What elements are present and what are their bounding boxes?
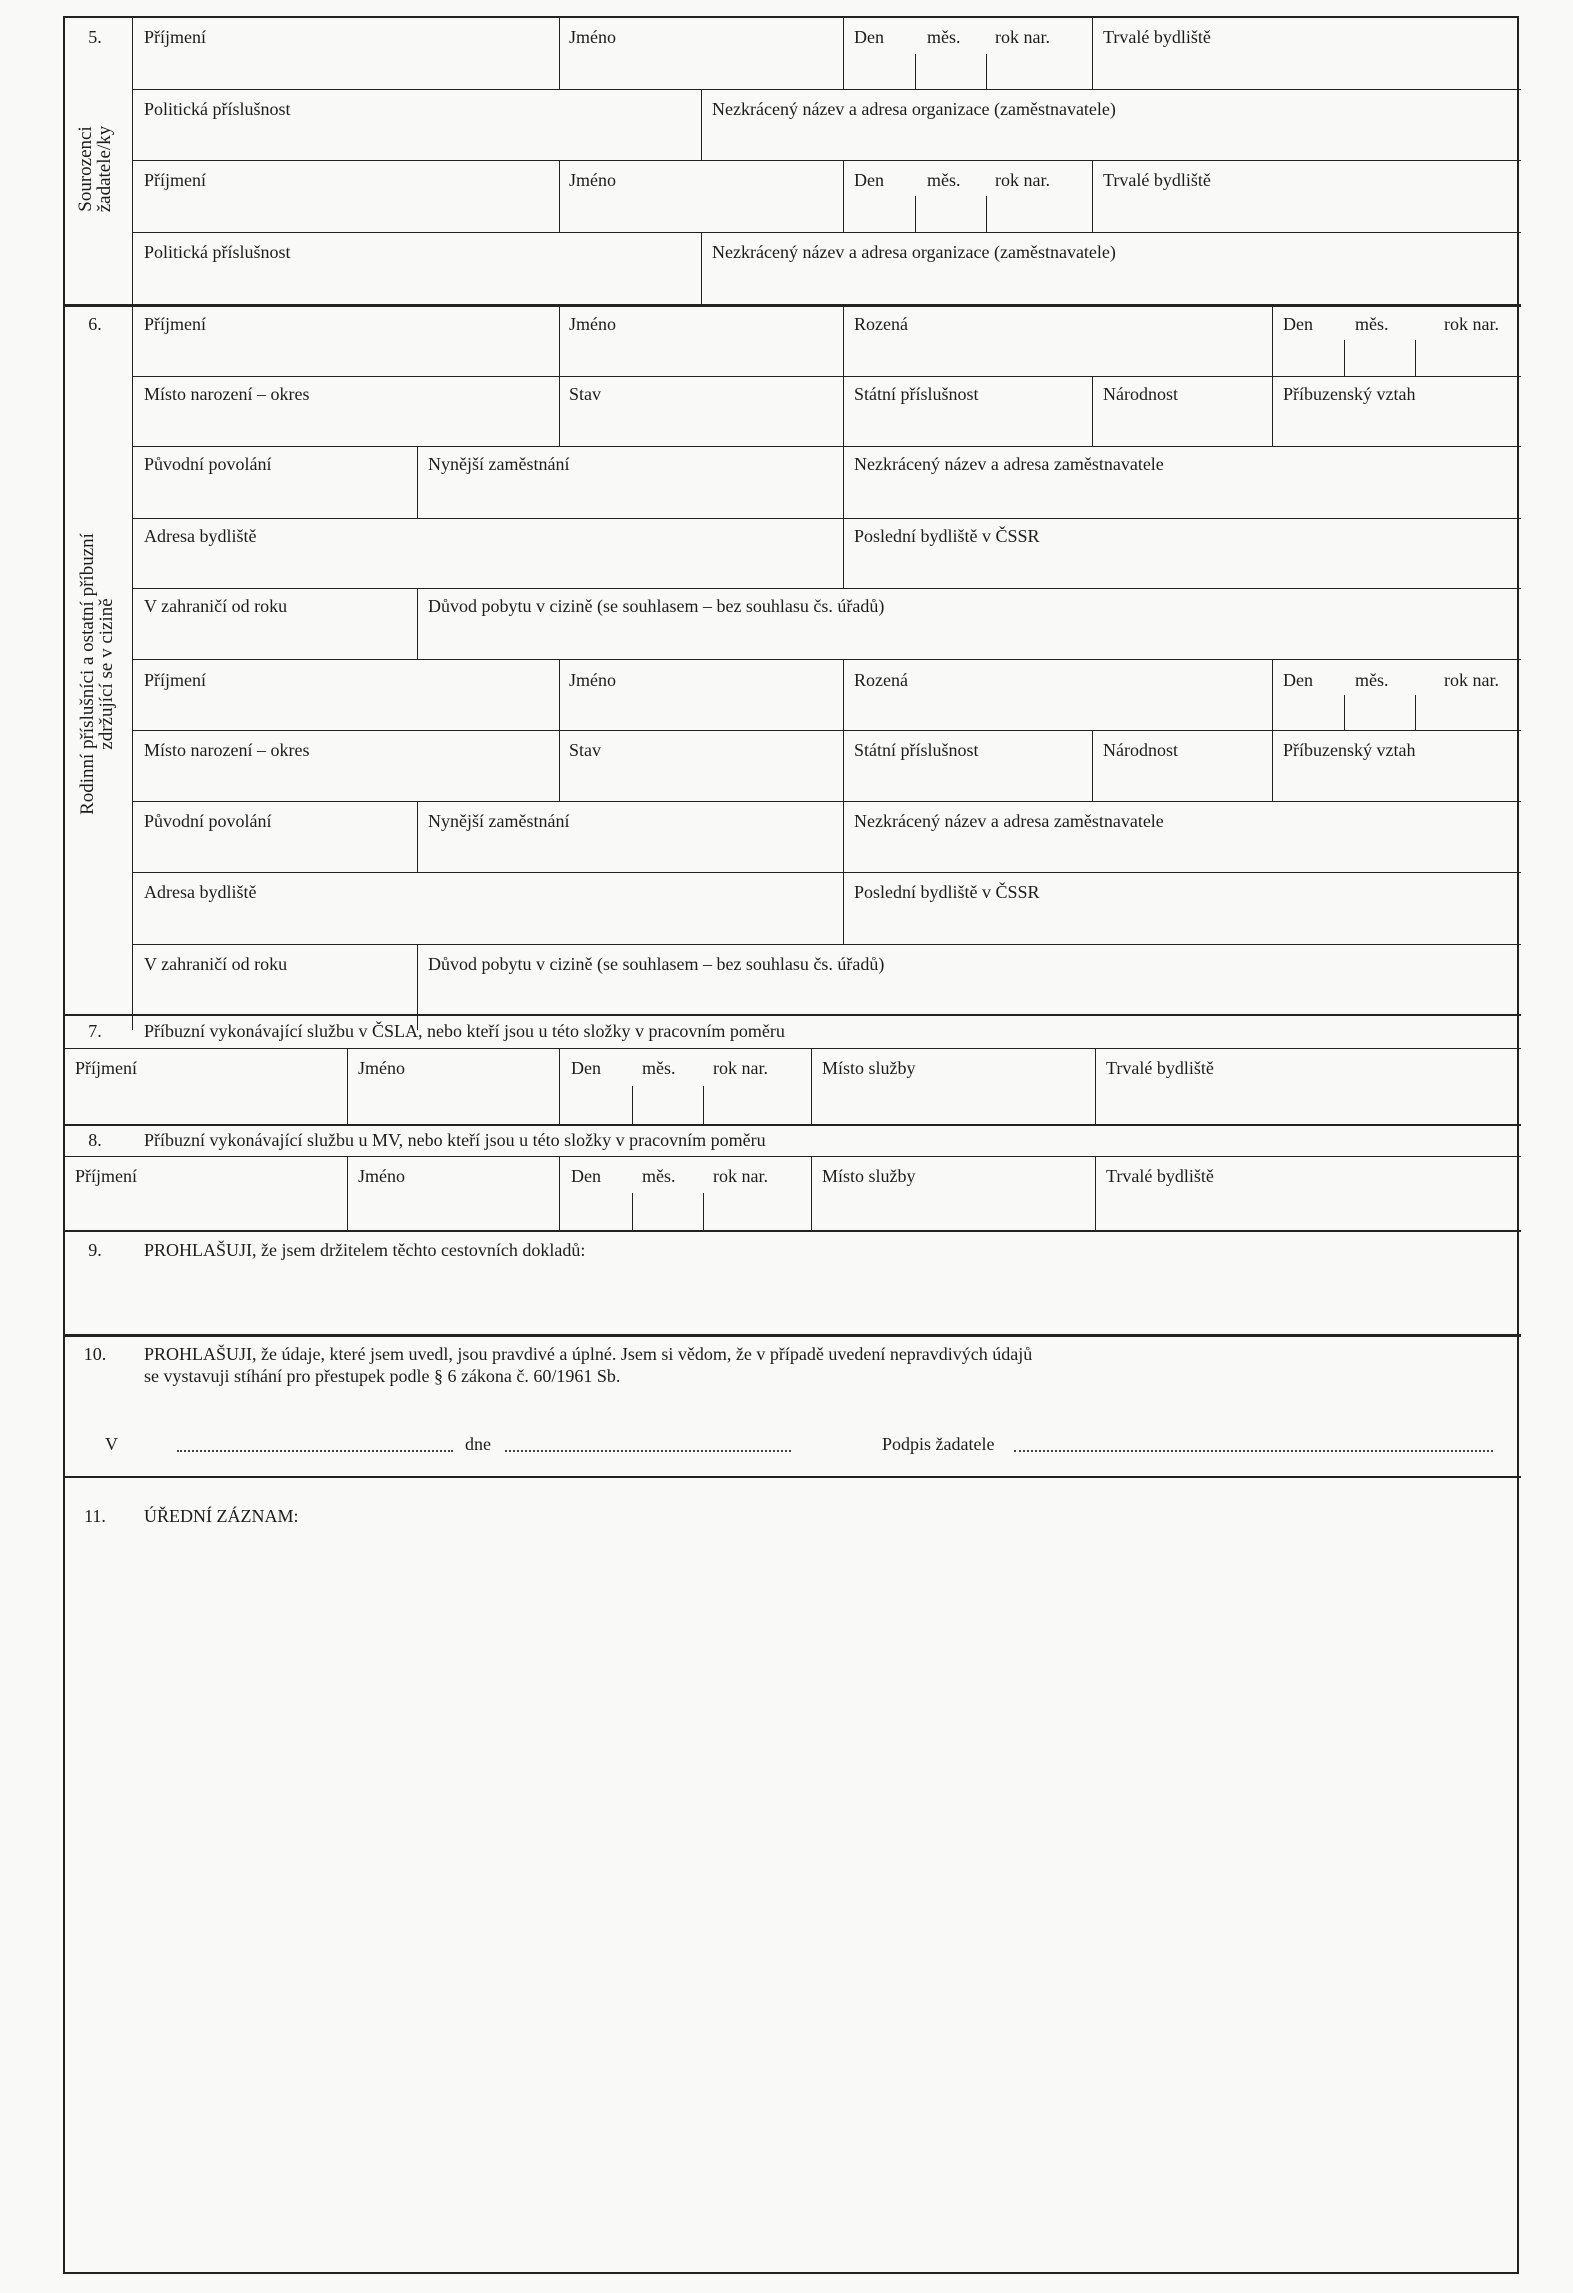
- s7-trvale-label: Trvalé bydliště: [1106, 1058, 1214, 1078]
- section-6-bottom-rule: [65, 1014, 1521, 1016]
- s6-a-statni-label: Státní příslušnost: [854, 384, 979, 404]
- s6-b-mes-label: měs.: [1355, 670, 1389, 690]
- s7-mes-label: měs.: [642, 1058, 676, 1078]
- s6-b-prijmeni-label: Příjmení: [144, 670, 206, 690]
- s6-a-zahranici-label: V zahraničí od roku: [144, 596, 288, 616]
- section-9-number: 9.: [88, 1240, 102, 1260]
- section-9-declaration: PROHLAŠUJI, že jsem držitelem těchto cestovních dokladů:: [144, 1240, 586, 1260]
- signature-field[interactable]: [1014, 1450, 1493, 1452]
- section-7-title: Příbuzní vykonávající službu v ČSLA, nebo kteří jsou u této složky v pracovním poměru: [144, 1021, 785, 1041]
- s6-a-zamestnavatel-label: Nezkrácený název a adresa zaměstnavatele: [854, 454, 1164, 474]
- s5-r1-prijmeni-label: Příjmení: [144, 27, 206, 47]
- s6-a-stav-label: Stav: [569, 384, 602, 404]
- s7-date-tick: [703, 1086, 704, 1124]
- s6-a-misto-label: Místo narození – okres: [144, 384, 310, 404]
- s7-jmeno-label: Jméno: [358, 1058, 405, 1078]
- s5-r1-trvale-label: Trvalé bydliště: [1103, 27, 1211, 47]
- date-label: dne: [465, 1434, 491, 1454]
- s8-date-tick: [703, 1193, 704, 1230]
- s5-r3-prijmeni-label: Příjmení: [144, 170, 206, 190]
- s6-a-posledni-label: Poslední bydliště v ČSSR: [854, 526, 1040, 546]
- s6-b-adresa-label: Adresa bydliště: [144, 882, 257, 902]
- s7-prijmeni-label: Příjmení: [75, 1058, 137, 1078]
- s6-a-adresa-label: Adresa bydliště: [144, 526, 257, 546]
- section-8-bottom-rule: [65, 1230, 1521, 1232]
- s6-b-jmeno-label: Jméno: [569, 670, 616, 690]
- s5-r1-rok-label: rok nar.: [995, 27, 1050, 47]
- s5-r3-trvale-label: Trvalé bydliště: [1103, 170, 1211, 190]
- section-10-number: 10.: [83, 1344, 107, 1364]
- section-10-bottom-rule: [65, 1476, 1521, 1478]
- s5-r3-date-tick: [915, 196, 916, 232]
- section-5-bottom-rule: [65, 304, 1521, 307]
- s6-a-den-label: Den: [1283, 314, 1313, 334]
- s6-b-stav-label: Stav: [569, 740, 602, 760]
- s8-den-label: Den: [571, 1166, 601, 1186]
- s6-a-rok-label: rok nar.: [1444, 314, 1499, 334]
- s6-b-nynejsi-label: Nynější zaměstnání: [428, 811, 570, 831]
- s6-a-date-tick: [1415, 340, 1416, 376]
- s6-b-vztah-label: Příbuzenský vztah: [1283, 740, 1416, 760]
- s6-a-duvod-label: Důvod pobytu v cizině (se souhlasem – bez souhlasu čs. úřadů): [428, 596, 885, 616]
- s5-r4-organizace-label: Nezkrácený název a adresa organizace (zaměstnavatele): [712, 242, 1116, 262]
- s5-r1-date-tick: [915, 54, 916, 89]
- s8-trvale-label: Trvalé bydliště: [1106, 1166, 1214, 1186]
- s7-date-tick: [632, 1086, 633, 1124]
- s6-a-rozena-label: Rozená: [854, 314, 908, 334]
- s6-b-statni-label: Státní příslušnost: [854, 740, 979, 760]
- s6-b-rok-label: rok nar.: [1444, 670, 1499, 690]
- section-5-number: 5.: [88, 27, 102, 47]
- signature-label: Podpis žadatele: [882, 1434, 995, 1454]
- s6-b-misto-label: Místo narození – okres: [144, 740, 310, 760]
- place-label: V: [105, 1434, 118, 1454]
- place-field[interactable]: [177, 1450, 453, 1452]
- s6-b-date-tick: [1415, 695, 1416, 730]
- s7-misto-sluzby-label: Místo služby: [822, 1058, 916, 1078]
- s8-mes-label: měs.: [642, 1166, 676, 1186]
- section-10-declaration-line1: PROHLAŠUJI, že údaje, které jsem uvedl, jsou pravdivé a úplné. Jsem si vědom, že v případě uvedení nepravdivých údajů: [144, 1344, 1033, 1364]
- s6-a-date-tick: [1344, 340, 1345, 376]
- s5-r1-jmeno-label: Jméno: [569, 27, 616, 47]
- s6-b-zamestnavatel-label: Nezkrácený název a adresa zaměstnavatele: [854, 811, 1164, 831]
- s6-a-vztah-label: Příbuzenský vztah: [1283, 384, 1416, 404]
- s6-b-duvod-label: Důvod pobytu v cizině (se souhlasem – bez souhlasu čs. úřadů): [428, 954, 885, 974]
- s5-r2-organizace-label: Nezkrácený název a adresa organizace (zaměstnavatele): [712, 99, 1116, 119]
- s6-b-den-label: Den: [1283, 670, 1313, 690]
- s7-den-label: Den: [571, 1058, 601, 1078]
- section-10-declaration-line2: se vystavuji stíhání pro přestupek podle § 6 zákona č. 60/1961 Sb.: [144, 1366, 621, 1386]
- s6-b-posledni-label: Poslední bydliště v ČSSR: [854, 882, 1040, 902]
- section-7-bottom-rule: [65, 1124, 1521, 1126]
- s6-a-puvodni-label: Původní povolání: [144, 454, 272, 474]
- section-6-side-label: Rodinní příslušníci a ostatní příbuzní zdržující se v cizině: [77, 533, 117, 815]
- s8-rok-label: rok nar.: [713, 1166, 768, 1186]
- s5-r3-date-tick: [986, 196, 987, 232]
- s6-a-narodnost-label: Národnost: [1103, 384, 1178, 404]
- s8-prijmeni-label: Příjmení: [75, 1166, 137, 1186]
- section-9-bottom-rule: [65, 1334, 1521, 1337]
- s6-b-narodnost-label: Národnost: [1103, 740, 1178, 760]
- s5-r1-den-label: Den: [854, 27, 884, 47]
- s7-rok-label: rok nar.: [713, 1058, 768, 1078]
- section-11-title: ÚŘEDNÍ ZÁZNAM:: [144, 1506, 299, 1526]
- s5-r1-date-tick: [986, 54, 987, 89]
- s6-b-puvodni-label: Původní povolání: [144, 811, 272, 831]
- s6-b-rozena-label: Rozená: [854, 670, 908, 690]
- application-form: [63, 16, 1519, 2274]
- s5-r2-politicka-label: Politická příslušnost: [144, 99, 291, 119]
- s5-r3-rok-label: rok nar.: [995, 170, 1050, 190]
- s6-a-nynejsi-label: Nynější zaměstnání: [428, 454, 570, 474]
- section-11-number: 11.: [84, 1506, 106, 1526]
- s5-r3-jmeno-label: Jméno: [569, 170, 616, 190]
- section-8-number: 8.: [88, 1130, 102, 1150]
- s6-a-prijmeni-label: Příjmení: [144, 314, 206, 334]
- s8-date-tick: [632, 1193, 633, 1230]
- s5-r4-politicka-label: Politická příslušnost: [144, 242, 291, 262]
- s8-misto-sluzby-label: Místo služby: [822, 1166, 916, 1186]
- s6-b-date-tick: [1344, 695, 1345, 730]
- s5-r1-mes-label: měs.: [927, 27, 961, 47]
- s8-jmeno-label: Jméno: [358, 1166, 405, 1186]
- section-8-title: Příbuzní vykonávající službu u MV, nebo kteří jsou u této složky v pracovním poměru: [144, 1130, 766, 1150]
- s6-a-jmeno-label: Jméno: [569, 314, 616, 334]
- section-7-number: 7.: [88, 1021, 102, 1041]
- section-6-number: 6.: [88, 314, 102, 334]
- section-5-number-column-divider: [132, 18, 133, 304]
- section-5-side-label: Sourozenci žadatele/ky: [75, 125, 115, 213]
- s6-a-mes-label: měs.: [1355, 314, 1389, 334]
- section-6-number-column-divider: [132, 304, 133, 1030]
- s6-b-zahranici-label: V zahraničí od roku: [144, 954, 288, 974]
- s5-r3-mes-label: měs.: [927, 170, 961, 190]
- date-field[interactable]: [505, 1450, 791, 1452]
- s5-r3-den-label: Den: [854, 170, 884, 190]
